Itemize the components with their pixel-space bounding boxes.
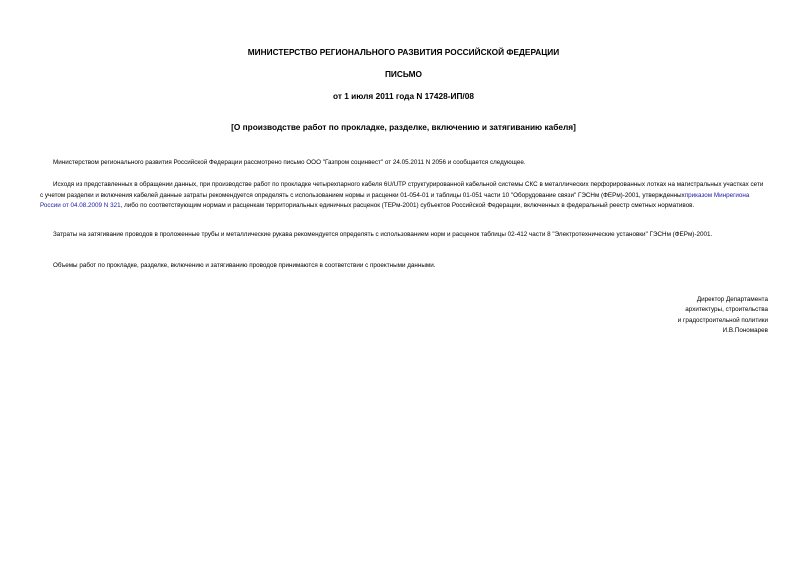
document-date-number: от 1 июля 2011 года N 17428-ИП/08 — [333, 91, 474, 101]
signature-position-line-2: архитектуры, строительства — [685, 306, 768, 314]
paragraph-intro: Министерством регионального развития Российской Федерации рассмотрено письмо ООО "Газпром социнвест" от 24.05.2011 N 2056 и сообщается следующее. — [53, 159, 526, 167]
paragraph-work-volumes: Объемы работ по прокладке, разделке, включению и затягиванию проводов принимаются в соответствии с проектными данными. — [53, 262, 436, 270]
paragraph-cable-laying-text-after: , либо по соответствующим нормам и расценкам территориальных единичных расценок (ТЕРм-2001) субъектов Российской Федерации, включенных в федеральный реестр сметных нормативов. — [120, 201, 695, 209]
signatory-name: И.В.Пономарев — [722, 326, 768, 334]
signature-position-line-1: Директор Департамента — [696, 296, 768, 303]
order-link[interactable]: приказом Минрегиона России от 04.08.2009 N 321 — [40, 191, 750, 209]
signature-block — [678, 295, 768, 336]
paragraph-cable-laying-text-before: Исходя из представленных в обращении данных, при производстве работ по прокладке четырехпарного кабеля 6U/UTP структурированной кабельной системы СКС в металлических перфорированных лотках на магистральных участках сети с учетом разделки и включения кабелей данные затраты рекомендуется определять с использованием нормы и расценки 01-054-01 и таблицы 01-051 части 10 "Оборудование связи" ГЭСНм (ФЕРм)-2001, утвержденных — [40, 181, 764, 199]
paragraph-wire-pulling: Затраты на затягивание проводов в проложенные трубы и металлические рукава рекомендуется определять с использованием норм и расценок таблицы 02-412 части 8 "Электротехнические установки" ГЭСНм (ФЕРм)-2001. — [53, 231, 713, 239]
document-subject: [О производстве работ по прокладке, разделке, включению и затягиванию кабеля] — [231, 122, 576, 132]
ministry-title: МИНИСТЕРСТВО РЕГИОНАЛЬНОГО РАЗВИТИЯ РОССИЙСКОЙ ФЕДЕРАЦИИ — [247, 47, 560, 57]
signature-position-line-3: и градостроительной политики — [677, 316, 768, 324]
document-type: ПИСЬМО — [384, 69, 423, 79]
paragraph-cable-laying — [40, 180, 768, 211]
